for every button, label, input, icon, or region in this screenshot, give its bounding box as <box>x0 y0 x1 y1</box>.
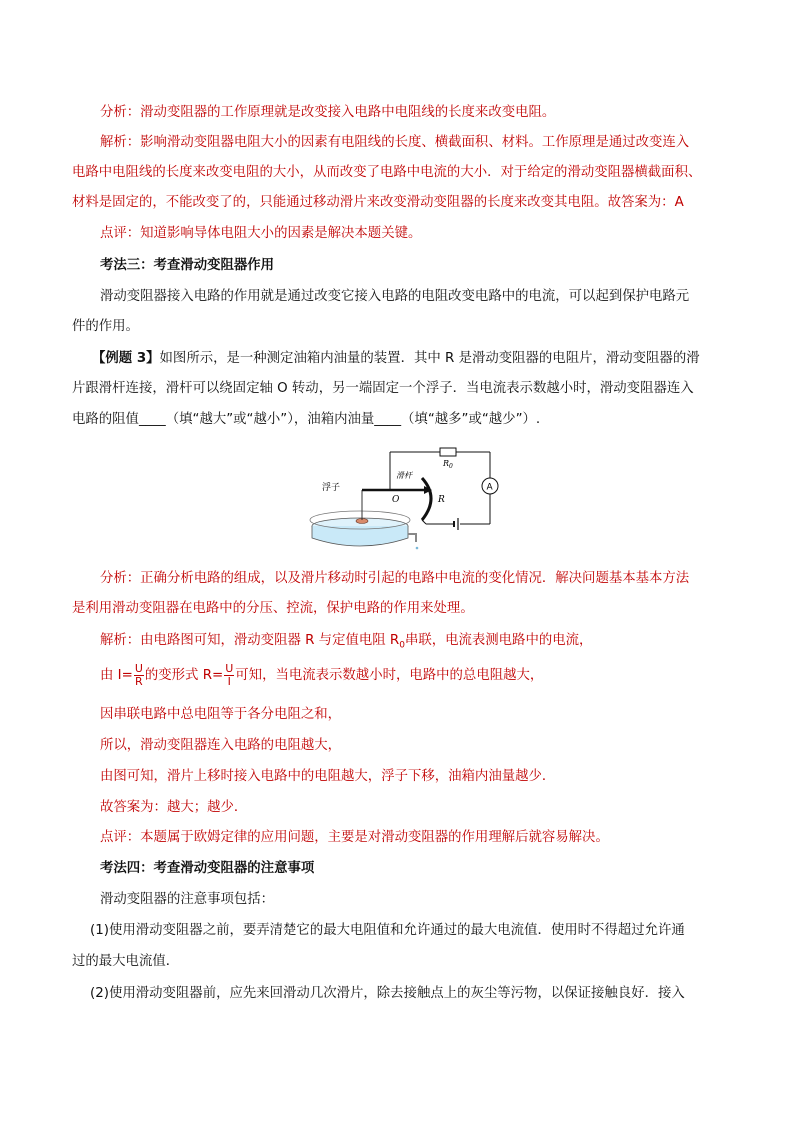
section-heading-3: 考法三：考查滑动变阻器作用 <box>100 258 275 273</box>
paragraph-8-item-2-line-1: (2)使用滑动变阻器前，应先来回滑动几次滑片，除去接触点上的灰尘等污物，以保证接触良好．接入 <box>90 986 685 1001</box>
comment-text: 知道影响导体电阻大小的因素是解决本题关键。 <box>140 226 422 241</box>
example-tag: 【例题 3】 <box>92 351 160 366</box>
solution-line-5: 由图可知，滑片上移时接入电路中的电阻越大，浮子下移，油箱内油量越少． <box>100 769 556 784</box>
analysis-text: 正确分析电路的组成，以及滑片移动时引起的电路中电流的变化情况．解决问题基本基本方法 <box>140 571 690 586</box>
comment-text: 本题属于欧姆定律的应用问题，主要是对滑动变阻器的作用理解后就容易解决。 <box>140 830 609 845</box>
paragraph-8-item-1-line-1: (1)使用滑动变阻器之前，要弄清楚它的最大电阻值和允许通过的最大电流值．使用时不得超过允许通 <box>90 923 685 938</box>
formula-text-c: 可知，当电流表示数越小时，电路中的总电阻越大， <box>235 668 544 683</box>
paragraph-4-line-1: 滑动变阻器接入电路的作用就是通过改变它接入电路的电阻改变电路中的电流，可以起到保护电路元 <box>100 289 690 304</box>
example-text: 如图所示，是一种测定油箱内油量的装置．其中 R 是滑动变阻器的电阻片，滑动变阻器的滑 <box>159 351 700 366</box>
fraction-numerator: U <box>225 661 234 675</box>
resistor-r0 <box>440 448 456 456</box>
analysis-prefix: 分析： <box>100 105 141 120</box>
water-drop <box>416 547 419 550</box>
paragraph-8-intro: 滑动变阻器的注意事项包括： <box>100 892 275 907</box>
solution-paragraph-2-line-1 <box>100 632 760 655</box>
solution-line-3: 因串联电路中总电阻等于各分电阻之和， <box>100 707 342 722</box>
paragraph-8-item-1-line-2: 过的最大电流值． <box>72 954 180 969</box>
example-3-line-2: 片跟滑杆连接，滑杆可以绕固定轴 O 转动，另一端固定一个浮子．当电流表示数越小时，滑动变阻器连入 <box>72 381 694 396</box>
solution-line-4: 所以，滑动变阻器连入电路的电阻越大， <box>100 738 342 753</box>
solution-line-6: 故答案为：越大；越少． <box>100 800 248 815</box>
analysis-paragraph-1 <box>100 104 760 122</box>
fraction-u-over-i <box>224 663 234 688</box>
fraction-denominator: I <box>227 674 231 688</box>
analysis-paragraph-2-line-2: 是利用滑动变阻器在电路中的分压、控流，保护电路的作用来处理。 <box>72 601 474 616</box>
r0-subscript: 0 <box>399 640 405 651</box>
analysis-paragraph-2-line-1 <box>100 570 760 588</box>
paragraph-4-line-2: 件的作用。 <box>72 319 139 334</box>
float-label: 浮子 <box>322 483 341 493</box>
comment-paragraph-1 <box>100 225 760 243</box>
solution-text: 影响滑动变阻器电阻大小的因素有电阻线的长度、横截面积、材料。工作原理是通过改变连入 <box>140 135 690 150</box>
solution-text-b: 串联，电流表测电路中的电流， <box>404 633 593 648</box>
formula-text-a: 由 I= <box>100 668 133 683</box>
fraction-u-over-r <box>134 663 144 688</box>
ammeter-label: A <box>486 482 493 493</box>
resistor-r-label: R <box>438 495 445 505</box>
solution-prefix: 解析： <box>100 633 141 648</box>
comment-prefix: 点评： <box>100 226 141 241</box>
faucet <box>408 534 416 542</box>
solution-paragraph-1-line-1 <box>100 134 760 152</box>
solution-paragraph-1-line-2: 电路中电阻线的长度来改变电阻的大小，从而改变了电路中电流的大小．对于给定的滑动变阻器横截面积、 <box>72 165 702 180</box>
solution-formula-line <box>100 662 760 690</box>
example-3-line-3: 电路的阻值____（填“越大”或“越小”），油箱内油量____（填“越多”或“越少”）. <box>72 412 541 427</box>
comment-prefix: 点评： <box>100 830 141 845</box>
fraction-numerator: U <box>134 661 143 675</box>
analysis-text: 滑动变阻器的工作原理就是改变接入电路中电阻线的长度来改变电阻。 <box>140 105 556 120</box>
comment-paragraph-2 <box>100 829 760 847</box>
fraction-denominator: R <box>135 674 143 688</box>
pivot-o-label: O <box>392 495 400 505</box>
resistor-r0-label: $R_0$ <box>443 459 453 470</box>
section-heading-4: 考法四：考查滑动变阻器的注意事项 <box>100 861 315 876</box>
solution-prefix: 解析： <box>100 135 141 150</box>
formula-text-b: 的变形式 R= <box>144 668 224 683</box>
lever-label: 滑杆 <box>396 471 412 480</box>
solution-text-a: 由电路图可知，滑动变阻器 R 与定值电阻 R <box>140 633 400 648</box>
oil-tank-circuit-figure <box>300 446 500 556</box>
wire-to-resistor <box>422 520 426 524</box>
analysis-prefix: 分析： <box>100 571 141 586</box>
solution-paragraph-1-line-3: 材料是固定的，不能改变了的，只能通过移动滑片来改变滑动变阻器的长度来改变其电阻。故答案为：A <box>72 195 684 210</box>
example-3-line-1 <box>92 350 752 368</box>
variable-resistor <box>422 478 431 520</box>
